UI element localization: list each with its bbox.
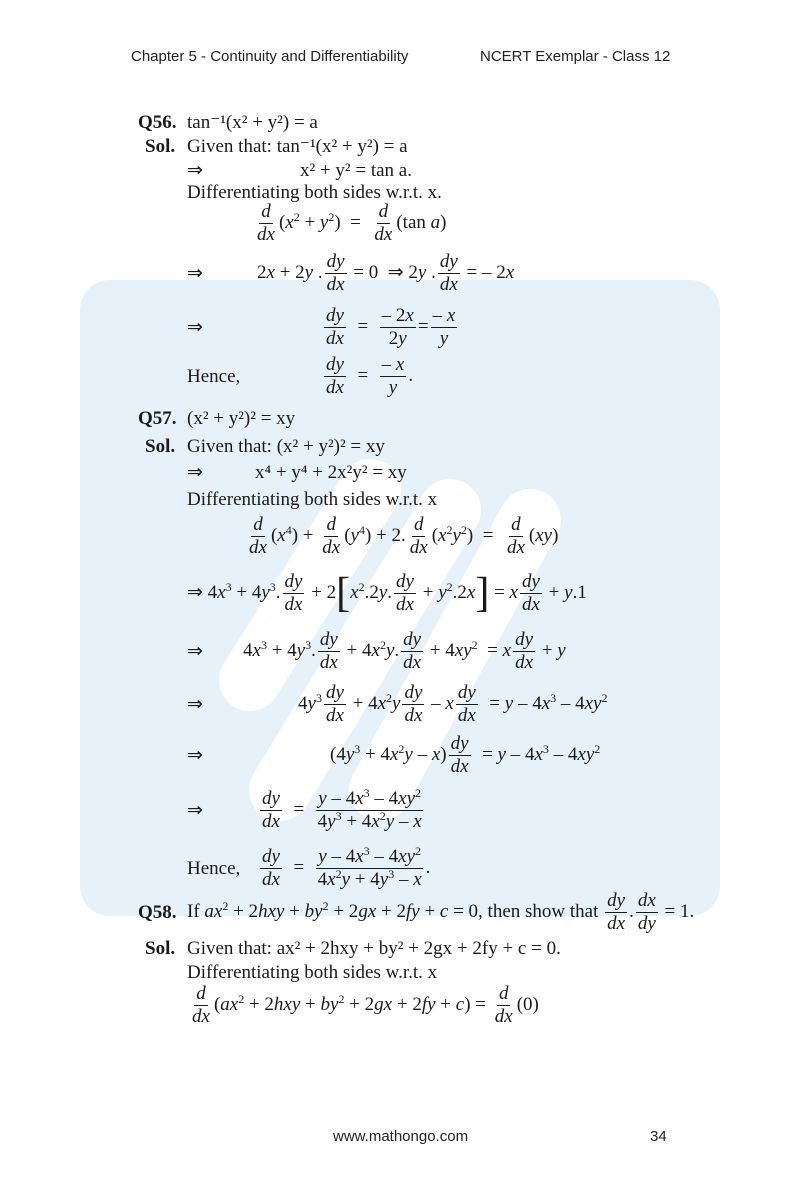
q57-given: Given that: (x² + y²)² = xy <box>187 436 385 457</box>
q57-eq4: $4y^3$ $\frac{dy}{dx}$ + $4x^2y$ $\frac{dy}{dx}$ – x $\frac{dy}{dx}$ = y – $4x^3 - 4xy^2$ <box>298 682 608 726</box>
implies-arrow: ⇒ <box>187 462 203 483</box>
question-number-57: Q57. <box>138 408 177 429</box>
hence-label: Hence, <box>187 858 241 879</box>
q57-eq5: $(4y^3 + 4x^2y - x)$ $\frac{dy}{dx}$ = y – $4x^3 - 4xy^2$ <box>330 733 601 777</box>
page-number: 34 <box>650 1128 667 1145</box>
q56-result: $\frac{dy}{dx}$ = $\frac{- x}{y}$ . <box>326 354 414 398</box>
question-56-text: tan⁻¹(x² + y²) = a <box>187 112 318 133</box>
hence-label: Hence, <box>187 366 241 387</box>
question-number-58: Q58. <box>138 902 177 923</box>
implies-arrow: ⇒ <box>187 317 203 338</box>
sol-label: Sol. <box>145 136 176 157</box>
q57-eq3: $4x^3 + 4y^3$. $\frac{dy}{dx}$ + $4x^2y$. $\frac{dy}{dx}$ + $4xy^2 = x$ $\frac{dy}{dx}$ + y <box>243 629 566 673</box>
sol-label: Sol. <box>145 436 176 457</box>
question-number-56: Q56. <box>138 112 177 133</box>
q56-eq3: $\frac{dy}{dx}$ = $\frac{- 2x}{2y}$ = $\frac{- x}{y}$ <box>326 305 456 349</box>
implies-arrow: ⇒ <box>187 800 203 821</box>
q56-eq2: 2x + 2y . $\frac{dy}{dx}$ = 0 ⇒ 2y . $\frac{dy}{dx}$ = – 2x <box>257 251 515 295</box>
q57-eq6: $\frac{dy}{dx}$ = $\frac{y - 4x^3 - 4xy^2}{4y^3 + 4x^2y - x}$ <box>262 786 422 832</box>
q56-step1: x² + y² = tan a. <box>300 160 412 181</box>
header-chapter: Chapter 5 - Continuity and Differentiability <box>131 48 409 65</box>
q56-given: Given that: tan⁻¹(x² + y²) = a <box>187 136 408 157</box>
implies-arrow: ⇒ <box>187 745 203 766</box>
q58-diff-text: Differentiating both sides w.r.t. x <box>187 962 438 983</box>
footer-site[interactable]: www.mathongo.com <box>333 1128 469 1145</box>
q56-diff-text: Differentiating both sides w.r.t. x. <box>187 182 442 203</box>
q58-step1: $\frac{d}{dx}$ $(ax^2 + 2hxy + by^2 + 2gx + 2fy + c)$ = $\frac{d}{dx}$ (0) <box>192 983 539 1027</box>
implies-arrow: ⇒ <box>187 694 203 715</box>
implies-arrow: ⇒ <box>187 263 203 284</box>
implies-arrow: ⇒ <box>187 160 203 181</box>
q57-step1: x⁴ + y⁴ + 2x²y² = xy <box>255 462 407 483</box>
header-book: NCERT Exemplar - Class 12 <box>480 48 671 65</box>
q57-result: $\frac{dy}{dx}$ = $\frac{y - 4x^3 - 4xy^2}{4x^2y + 4y^3 - x}$ . <box>262 844 431 890</box>
question-57-text: (x² + y²)² = xy <box>187 408 296 429</box>
q57-eq2: ⇒ $4x^3 + 4y^3$. $\frac{dy}{dx}$ + $2[x^2.2y$. $\frac{dy}{dx}$ + $y^2.2x] = x$ $\frac{dy}{dx}$ + y.1 <box>187 570 587 617</box>
q56-eq1: $\frac{d}{dx}$ $(x^2 + y^2)$ = $\frac{d}{dx}$ (tan a) <box>257 201 447 245</box>
sol-label: Sol. <box>145 938 176 959</box>
question-58-text: If $ax^2 + 2hxy + by^2 + 2gx + 2fy + c = 0$, then show that $\frac{dy}{dx}$ . $\frac{dx}{dy}$ = 1. <box>187 890 695 934</box>
q58-given: Given that: ax² + 2hxy + by² + 2gx + 2fy + c = 0. <box>187 938 561 959</box>
q57-diff-text: Differentiating both sides w.r.t. x <box>187 489 438 510</box>
implies-arrow: ⇒ <box>187 641 203 662</box>
q57-eq1: $\frac{d}{dx}$ $(x^4)$ + $\frac{d}{dx}$ $(y^4) + 2$. $\frac{d}{dx}$ $(x^2y^2)$ = $\frac{d}{dx}$ (xy) <box>249 514 559 558</box>
